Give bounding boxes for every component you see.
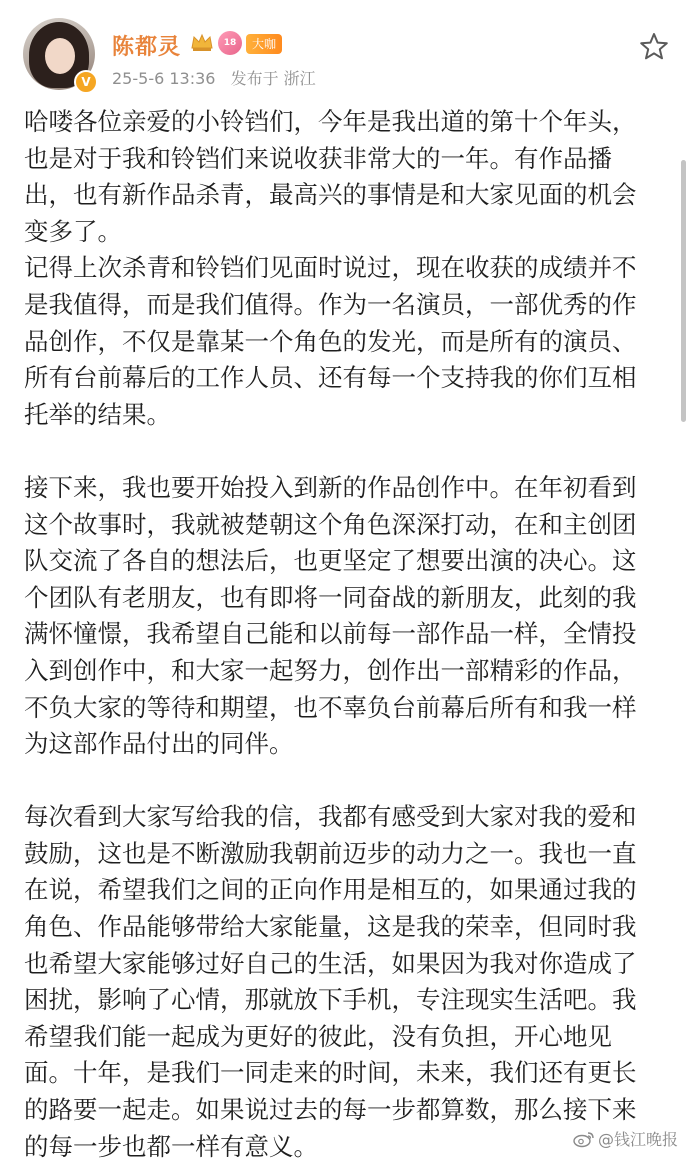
text-line: 也是对于我和铃铛们来说收获非常大的一年。有作品播 xyxy=(24,143,612,173)
star-outline-icon[interactable] xyxy=(637,30,671,64)
text-line: 为这部作品付出的同伴。 xyxy=(24,729,294,759)
text-line: 希望我们能一起成为更好的彼此，没有负担，开心地见 xyxy=(24,1021,612,1051)
text-line: 入到创作中，和大家一起努力，创作出一部精彩的作品， xyxy=(24,655,637,685)
text-line: 角色、作品能够带给大家能量，这是我的荣幸，但同时我 xyxy=(24,912,637,942)
paragraph-gap xyxy=(24,763,664,800)
text-line: 队交流了各自的想法后，也更坚定了想要出演的决心。这 xyxy=(24,546,637,576)
watermark-text: @钱江晚报 xyxy=(597,1130,678,1149)
scrollbar-thumb[interactable] xyxy=(681,160,686,422)
text-line: 所有台前幕后的工作人员、还有每一个支持我的你们互相 xyxy=(24,363,637,393)
text-line: 鼓励，这也是不断激励我朝前迈步的动力之一。我也一直 xyxy=(24,838,637,868)
text-line: 不负大家的等待和期望，也不辜负台前幕后所有和我一样 xyxy=(24,692,637,722)
post-header xyxy=(0,0,690,100)
text-line: 托举的结果。 xyxy=(24,399,171,429)
text-line: 面。十年，是我们一同走来的时间，未来，我们还有更长 xyxy=(24,1058,637,1088)
post-date: 25-5-6 13:36 xyxy=(112,69,216,88)
paragraph-3 xyxy=(24,799,664,1165)
text-line: 记得上次杀青和铃铛们见面时说过，现在收获的成绩并不 xyxy=(24,253,637,283)
text-line: 满怀憧憬，我希望自己能和以前每一部作品一样，全情投 xyxy=(24,619,637,649)
text-line: 接下来，我也要开始投入到新的作品创作中。在年初看到 xyxy=(24,472,637,502)
post-body xyxy=(24,104,664,1165)
text-line: 个团队有老朋友，也有即将一同奋战的新朋友，此刻的我 xyxy=(24,582,637,612)
paragraph-1 xyxy=(24,104,664,433)
text-line: 这个故事时，我就被楚朝这个角色深深打动，在和主创团 xyxy=(24,509,637,539)
avatar-face xyxy=(45,38,75,74)
author-name[interactable]: 陈都灵 xyxy=(112,35,182,60)
paragraph-gap xyxy=(24,433,664,470)
bigv-badge: 大咖 xyxy=(246,34,282,54)
text-line: 困扰，影响了心情，那就放下手机，专注现实生活吧。我 xyxy=(24,985,637,1015)
text-line: 出，也有新作品杀青，最高兴的事情是和大家见面的机会 xyxy=(24,180,637,210)
crown-icon xyxy=(190,32,214,52)
text-line: 变多了。 xyxy=(24,216,122,246)
watermark xyxy=(573,1127,678,1150)
fan-rank-icon: 18 xyxy=(218,31,242,55)
post-meta xyxy=(112,66,326,89)
text-line: 每次看到大家写给我的信，我都有感受到大家对我的爱和 xyxy=(24,802,637,832)
text-line: 的路要一起走。如果说过去的每一步都算数，那么接下来 xyxy=(24,1095,637,1125)
verified-badge-icon: V xyxy=(74,70,98,94)
text-line: 也希望大家能够过好自己的生活，如果因为我对你造成了 xyxy=(24,948,637,978)
text-line: 哈喽各位亲爱的小铃铛们，今年是我出道的第十个年头， xyxy=(24,107,637,136)
text-line: 的每一步也都一样有意义。 xyxy=(24,1131,318,1161)
post-location: 发布于 浙江 xyxy=(230,69,316,88)
text-line: 在说，希望我们之间的正向作用是相互的，如果通过我的 xyxy=(24,875,637,905)
weibo-logo-icon xyxy=(573,1130,595,1148)
text-line: 品创作，不仅是靠某一个角色的发光，而是所有的演员、 xyxy=(24,326,637,356)
text-line: 是我值得，而是我们值得。作为一名演员，一部优秀的作 xyxy=(24,289,637,319)
paragraph-2 xyxy=(24,470,664,763)
